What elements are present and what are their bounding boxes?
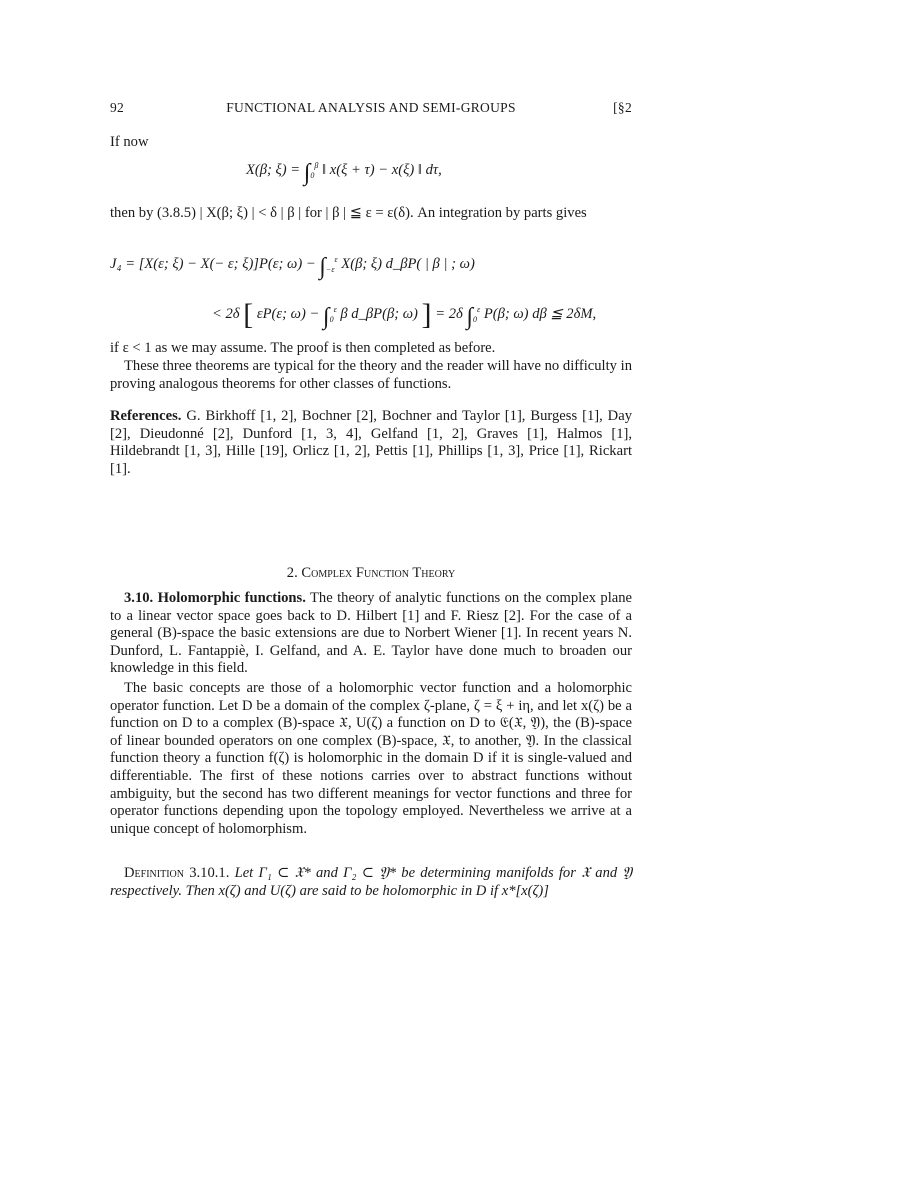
section-3-10-label: 3.10. Holomorphic functions. xyxy=(124,590,306,606)
equation-integrand: X(β; ξ) d_βP( | β | ; ω) xyxy=(341,256,475,272)
page-number: 92 xyxy=(110,100,125,115)
integral-upper-limit: ε xyxy=(477,305,481,315)
references-text: G. Birkhoff [1, 2], Bochner [2], Bochner and Taylor [1], Burgess [1], Day [2], Dieudonné [2], Dunford [1, 3, 4], Gelfand [1, 2], Graves [1], Halmos [1], Hildebrandt [1, 3], Hille [19], Orlicz [1, 2], Pettis [1], Phillips [1, 3], Price [1], Rickart [1]. xyxy=(110,408,632,477)
equation-j4 xyxy=(110,254,475,281)
paragraph-three-theorems: These three theorems are typical for the theory and the reader will have no difficulty in proving analogous theorems for other classes of functions. xyxy=(110,358,632,392)
integral-lower-limit: 0 xyxy=(329,314,334,324)
section-title: 2. Complex Function Theory xyxy=(286,565,456,581)
integral-lower-limit: 0 xyxy=(473,314,478,324)
bracket-term: εP(ε; ω) − xyxy=(256,306,320,322)
bracket-integrand: β d_βP(β; ω) xyxy=(340,306,418,322)
section-3-10-text: The theory of analytic functions on the complex plane to a linear vector space goes back to D. Hilbert [1] and F. Riesz [2]. For the case of a general (B)-space the basic extensions are due to Norbert Wiener [1]. In recent years N. Dunford, L. Fantappiè, I. Gelfand, and A. E. Taylor have done much to broaden our knowledge in this field. xyxy=(110,590,632,677)
paragraph-proof-completed: if ε < 1 as we may assume. The proof is then completed as before. xyxy=(110,340,496,356)
integral-upper-limit: ε xyxy=(333,305,337,315)
integral-lower-limit: 0 xyxy=(310,170,315,180)
equation-bound xyxy=(212,298,596,332)
paragraph-basic-concepts: The basic concepts are those of a holomorphic vector function and a holomorphic operator function. Let D be a domain of the complex ζ-plane, ζ = ξ + iη, and let x(ζ) be a function on D to a complex (B)-space 𝔛, U(ζ) a function on D to 𝔈(𝔛, 𝔜), the (B)-space of linear bounded operators on one complex (B)-space, 𝔛, to another, 𝔜. In the classical function theory a function f(ζ) is holomorphic in the domain D if it is single-valued and differentiable. The first of these notions carries over to abstract functions without ambiguity, but the second has two different meanings for vector functions and three for operator functions depending upon the topology employed. Nevertheless we arrive at a unique concept of holomorphism. xyxy=(110,680,632,837)
equation-integrand: ‖ x(ξ + τ) − x(ξ) ‖ dτ, xyxy=(322,162,442,178)
section-3-10-paragraph xyxy=(110,590,632,678)
references-label: References. xyxy=(110,408,182,424)
page-header xyxy=(110,100,632,120)
equation-lhs: J₄ = [X(ε; ξ) − X(− ε; ξ)]P(ε; ω) − xyxy=(110,256,316,272)
definition-text: Let Γ₁ ⊂ 𝔛* and Γ₂ ⊂ 𝔜* be determining manifolds for 𝔛 and 𝔜 respectively. Then x(ζ) and U(ζ) are said to be holomorphic in D if x*[x(ζ)] xyxy=(110,865,632,899)
integral-lower-limit: −ε xyxy=(325,264,335,274)
equation-integrand: P(β; ω) dβ ≦ 2δM, xyxy=(483,306,597,322)
definition-label: Definition 3.10.1. xyxy=(124,865,230,881)
equation-lhs: X(β; ξ) = xyxy=(246,162,301,178)
integral-upper-limit: ε xyxy=(334,255,338,265)
references-paragraph xyxy=(110,408,632,478)
paragraph-if-now: If now xyxy=(110,134,149,150)
paragraph-integration-by-parts: then by (3.8.5) | X(β; ξ) | < δ | β | for | β | ≦ ε = ε(δ). An integration by parts gives xyxy=(110,205,587,221)
equation-x-beta xyxy=(246,160,442,187)
equation-mid: = 2δ xyxy=(435,306,463,322)
integral-sign: ∫ xyxy=(466,304,474,330)
left-bracket: [ xyxy=(243,298,254,331)
definition-paragraph xyxy=(110,865,632,900)
running-title: FUNCTIONAL ANALYSIS AND SEMI-GROUPS xyxy=(226,100,516,115)
section-marker: [§2 xyxy=(613,100,632,115)
integral-sign: ∫ xyxy=(323,304,330,330)
equation-lhs: < 2δ xyxy=(212,306,240,322)
right-bracket: ] xyxy=(421,298,432,331)
integral-upper-limit: β xyxy=(314,161,319,171)
integral-sign: ∫ xyxy=(319,254,326,280)
integral-sign: ∫ xyxy=(303,160,311,186)
